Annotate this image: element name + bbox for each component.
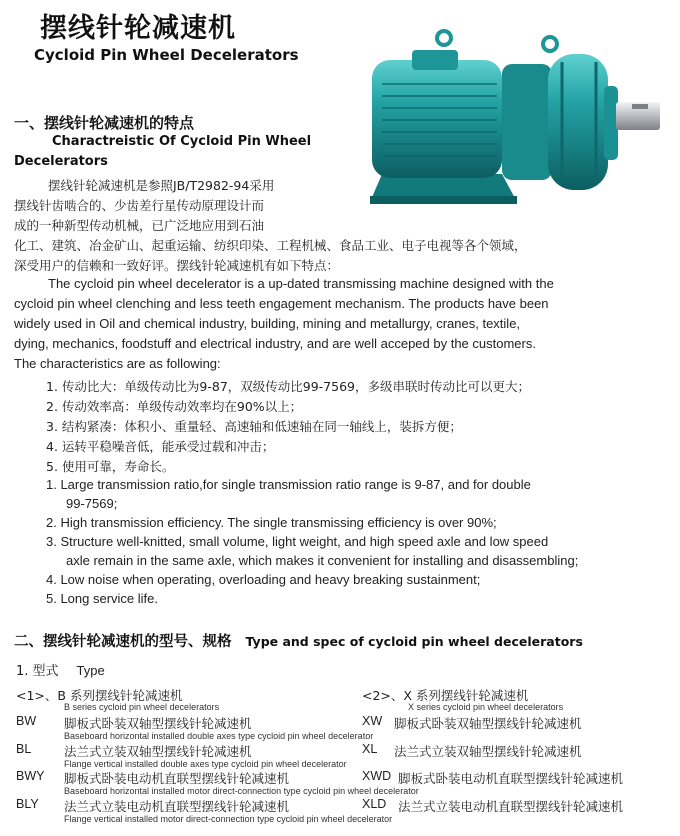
intro-cn-line: 摆线针齿啮合的、少齿差行星传动原理设计而 bbox=[14, 198, 265, 213]
model-name: 法兰式立装电动机直联型摆线针轮减速机 bbox=[398, 799, 624, 814]
x-series-title: <2>、X 系列摆线针轮减速机 bbox=[362, 688, 529, 703]
feature-en-item: 5. Long service life. bbox=[46, 591, 159, 606]
model-code: BW bbox=[16, 714, 37, 728]
model-name: 法兰式立装双轴型摆线针轮减速机 bbox=[64, 744, 252, 759]
model-name: 脚板式卧装双轴型摆线针轮减速机 bbox=[394, 716, 582, 731]
model-name: 脚板式卧装电动机直联型摆线针轮减速机 bbox=[398, 771, 624, 786]
feature-en-item: 1. Large transmission ratio,for single transmission ratio range is 9-87, and for double bbox=[46, 477, 531, 492]
model-desc: Flange vertical installed double axes type cycloid pin wheel decelerator bbox=[64, 759, 347, 769]
section1-heading-en-line2: Decelerators bbox=[14, 154, 108, 169]
model-name: 法兰式立装双轴型摆线针轮减速机 bbox=[394, 744, 582, 759]
feature-cn-item: 1. 传动比大：单级传动比为9-87，双级传动比99-7569，多级串联时传动比可以更大； bbox=[46, 379, 530, 394]
type-subheading-en: Type bbox=[76, 663, 105, 678]
intro-en-line: widely used in Oil and chemical industry, building, mining and metallurgy, cranes, textile, bbox=[14, 316, 521, 331]
feature-cn-item: 4. 运转平稳噪音低，能承受过载和冲击； bbox=[46, 439, 275, 454]
model-code: XWD bbox=[362, 769, 392, 783]
feature-en-item: 2. High transmission efficiency. The single transmissing efficiency is over 90%; bbox=[46, 515, 497, 530]
intro-en-line: The characteristics are as following: bbox=[14, 356, 221, 371]
b-series-title-en: B series cycloid pin wheel decelerators bbox=[64, 702, 220, 712]
b-series-title: <1>、B 系列摆线针轮减速机 bbox=[16, 688, 183, 703]
model-name: 法兰式立装电动机直联型摆线针轮减速机 bbox=[64, 799, 290, 814]
feature-cn-item: 5. 使用可靠，寿命长。 bbox=[46, 459, 175, 474]
x-series-title-en: X series cycloid pin wheel decelerators bbox=[408, 702, 564, 712]
intro-en-line: cycloid pin wheel clenching and less teeth engagement mechanism. The products have been bbox=[14, 296, 549, 311]
intro-en-line: dying, mechanics, foodstuff and electrical industry, and are well acceped by the customers. bbox=[14, 336, 536, 351]
model-code: BWY bbox=[16, 769, 45, 783]
model-desc: Baseboard horizontal installed motor direct-connection type cycloid pin wheel decelerator bbox=[64, 786, 419, 796]
model-code: XW bbox=[362, 714, 383, 728]
page-title-cn: 摆线针轮减速机 bbox=[40, 13, 236, 44]
intro-cn-line: 成的一种新型传动机械，已广泛地应用到石油 bbox=[14, 218, 265, 233]
section2-heading-cn: 二、摆线针轮减速机的型号、规格 bbox=[14, 634, 232, 650]
type-subheading bbox=[16, 660, 105, 679]
feature-en-item: 4. Low noise when operating, overloading and heavy breaking sustainment; bbox=[46, 572, 481, 587]
feature-cn-item: 3. 结构紧凑：体积小、重量轻、高速轴和低速轴在同一轴线上，装拆方便； bbox=[46, 419, 462, 434]
page-title-en: Cycloid Pin Wheel Decelerators bbox=[34, 46, 299, 64]
model-desc: Baseboard horizontal installed double axes type cycloid pin wheel decelerator bbox=[64, 731, 374, 741]
section2-heading-en: Type and spec of cycloid pin wheel decelerators bbox=[245, 634, 583, 649]
intro-cn-line: 深受用户的信赖和一致好评。摆线针轮减速机有如下特点： bbox=[14, 258, 340, 273]
intro-cn-line: 摆线针轮减速机是参照JB/T2982-94采用 bbox=[48, 178, 275, 193]
decelerator-motor-image bbox=[352, 24, 662, 208]
feature-en-item: 3. Structure well-knitted, small volume, light weight, and high speed axle and low speed bbox=[46, 534, 549, 549]
model-name: 脚板式卧装双轴型摆线针轮减速机 bbox=[64, 716, 252, 731]
intro-en-line: The cycloid pin wheel decelerator is a up-dated transmissing machine designed with the bbox=[48, 276, 554, 291]
feature-en-item: axle remain in the same axle, which makes it convenient for installing and disassembling; bbox=[66, 553, 579, 568]
feature-cn-item: 2. 传动效率高：单级传动效率均在90%以上； bbox=[46, 399, 303, 414]
model-code: BLY bbox=[16, 797, 39, 811]
model-desc: Flange vertical installed motor direct-connection type cycloid pin wheel decelerator bbox=[64, 814, 393, 824]
section2-heading bbox=[14, 630, 583, 651]
model-code: XL bbox=[362, 742, 378, 756]
feature-en-item: 99-7569; bbox=[66, 496, 118, 511]
model-code: XLD bbox=[362, 797, 387, 811]
section1-heading: 一、摆线针轮减速机的特点 bbox=[14, 114, 195, 132]
model-name: 脚板式卧装电动机直联型摆线针轮减速机 bbox=[64, 771, 290, 786]
section1-heading-en-line1: Charactreistic Of Cycloid Pin Wheel bbox=[52, 134, 312, 149]
model-code: BL bbox=[16, 742, 32, 756]
type-subheading-cn: 1. 型式 bbox=[16, 664, 59, 679]
intro-cn-line: 化工、建筑、冶金矿山、起重运输、纺织印染、工程机械、食品工业、电子电视等各个领域， bbox=[14, 238, 527, 253]
